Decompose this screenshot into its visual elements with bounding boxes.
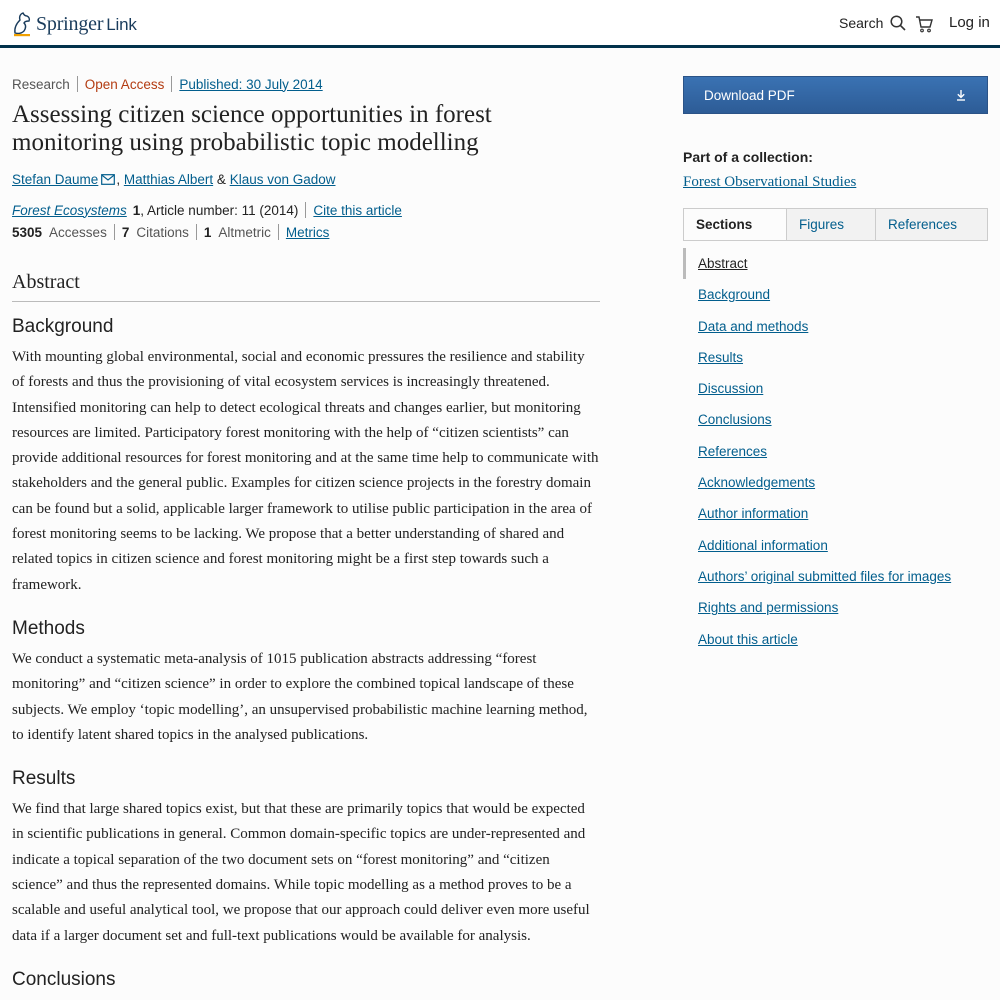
brand-name (36, 13, 137, 36)
toc-item-author-information[interactable]: Author information (698, 506, 809, 522)
cart-icon (915, 15, 933, 33)
accesses-count: 5305 (12, 224, 43, 240)
toc-item-background[interactable]: Background (698, 287, 771, 303)
article-number: , Article number: 11 (2014) (140, 202, 299, 218)
section-heading-conclusions: Conclusions (12, 968, 116, 990)
divider (278, 224, 279, 240)
sections-toc (683, 248, 988, 655)
section-heading-background: Background (12, 316, 114, 337)
altmetric-label: Altmetric (218, 224, 271, 240)
results-text: We find that large shared topics exist, but that these are primarily topics that would be expected in scientific publications in general. Common domain-specific topics are under-represented and indicate a topical separation of the two document sets on “forest monitoring” and “citizen science” and thus the represented domains. While topic modelling as a method proves to be a scalable and useful analytical tool, we propose that our approach could deliver even more useful data if a larger document set and full-text publications would be available for analysis. (12, 801, 590, 944)
site-header (0, 0, 1000, 48)
springer-horse-icon (12, 11, 32, 37)
tab-sections[interactable]: Sections (684, 209, 786, 240)
cart-button[interactable] (915, 15, 933, 38)
author-link[interactable]: Matthias Albert (123, 172, 214, 187)
author-link[interactable]: Stefan Daume (12, 172, 99, 187)
section-heading-results: Results (12, 768, 76, 790)
article-main (12, 75, 600, 991)
divider (171, 76, 172, 92)
collection-label: Part of a collection: (683, 149, 813, 165)
toc-item-rights-and-permissions[interactable]: Rights and permissions (698, 600, 839, 616)
toc-item-discussion[interactable]: Discussion (698, 381, 764, 397)
brand-link: Link (106, 14, 137, 34)
collection-link[interactable]: Forest Observational Studies (683, 174, 857, 190)
background-text: With mounting global environmental, social and economic pressures the resilience and stability of forests and thus the provisioning of vital ecosystem services is increasingly threatened. Intensified monitoring can help to detect ecological threats and changes earlier, but monitoring resources are limited. Participatory forest monitoring with the help of “citizen scientists” can provide additional resources for forest monitoring and at the same time help to communicate with stakeholders and the general public. Examples for citizen science projects in the forestry domain can be found but a solid, applicable larger framework to utilise public participation in the area of forest monitoring seems to be lacking. We propose that a better understanding of shared and related topics in citizen science and forest monitoring might be a first step towards such a framework. (12, 349, 599, 593)
article-meta (12, 75, 600, 93)
author-separator: , (116, 172, 121, 187)
journal-info (12, 202, 600, 218)
abstract-heading: Abstract (12, 271, 600, 302)
toc-item-additional-information[interactable]: Additional information (698, 537, 828, 553)
download-icon (955, 89, 967, 101)
methods-text: We conduct a systematic meta-analysis of 1015 publication abstracts addressing “forest monitoring” and “citizen science” in order to explore the combined topical landscape of these subjects. We employ ‘topic modelling’, an unsupervised probabilistic machine learning method, to identify latent shared topics in the analysed publications. (12, 650, 588, 743)
sidebar-tabs (683, 208, 988, 241)
download-pdf-button[interactable] (683, 76, 988, 114)
article-type: Research (12, 76, 70, 92)
toc-item-about-this-article[interactable]: About this article (698, 631, 798, 647)
citations-count: 7 (121, 224, 130, 240)
section-heading-methods: Methods (12, 617, 85, 639)
altmetric-count: 1 (203, 224, 212, 240)
open-access-badge: Open Access (84, 76, 165, 92)
article-title: Assessing citizen science opportunities in forest monitoring using probabilistic topic modelling (12, 101, 492, 156)
divider (114, 224, 115, 240)
toc-item-acknowledgements[interactable]: Acknowledgements (698, 475, 816, 491)
journal-volume: 1 (132, 202, 141, 218)
divider (196, 224, 197, 240)
article-metrics (12, 224, 600, 240)
citations-label: Citations (136, 224, 189, 240)
tab-references[interactable]: References (875, 209, 987, 240)
divider (77, 76, 78, 92)
cite-article-link[interactable]: Cite this article (313, 202, 402, 218)
search-label: Search (839, 15, 884, 31)
toc-item-original-files[interactable]: Authors’ original submitted files for images (698, 568, 952, 584)
search-button[interactable] (839, 15, 906, 31)
toc-item-data-and-methods[interactable]: Data and methods (698, 318, 809, 334)
tab-figures[interactable]: Figures (786, 209, 875, 240)
journal-link[interactable]: Forest Ecosystems (12, 202, 127, 218)
author-list (12, 172, 600, 187)
article-sidebar (683, 76, 988, 655)
download-pdf-label: Download PDF (704, 87, 795, 103)
login-link[interactable]: Log in (949, 14, 990, 31)
published-date-link[interactable]: Published: 30 July 2014 (179, 76, 323, 92)
toc-item-abstract[interactable]: Abstract (683, 248, 988, 279)
toc-item-results[interactable]: Results (698, 349, 744, 365)
mail-icon[interactable] (101, 174, 115, 185)
springer-link-logo[interactable] (12, 11, 137, 37)
divider (305, 202, 306, 218)
accesses-label: Accesses (49, 224, 107, 240)
metrics-link[interactable]: Metrics (285, 224, 330, 240)
author-link[interactable]: Klaus von Gadow (229, 172, 336, 187)
search-icon (890, 15, 906, 31)
brand-springer: Springer (36, 12, 104, 35)
author-separator: & (216, 172, 226, 187)
toc-item-conclusions[interactable]: Conclusions (698, 412, 772, 428)
toc-item-references[interactable]: References (698, 443, 768, 459)
